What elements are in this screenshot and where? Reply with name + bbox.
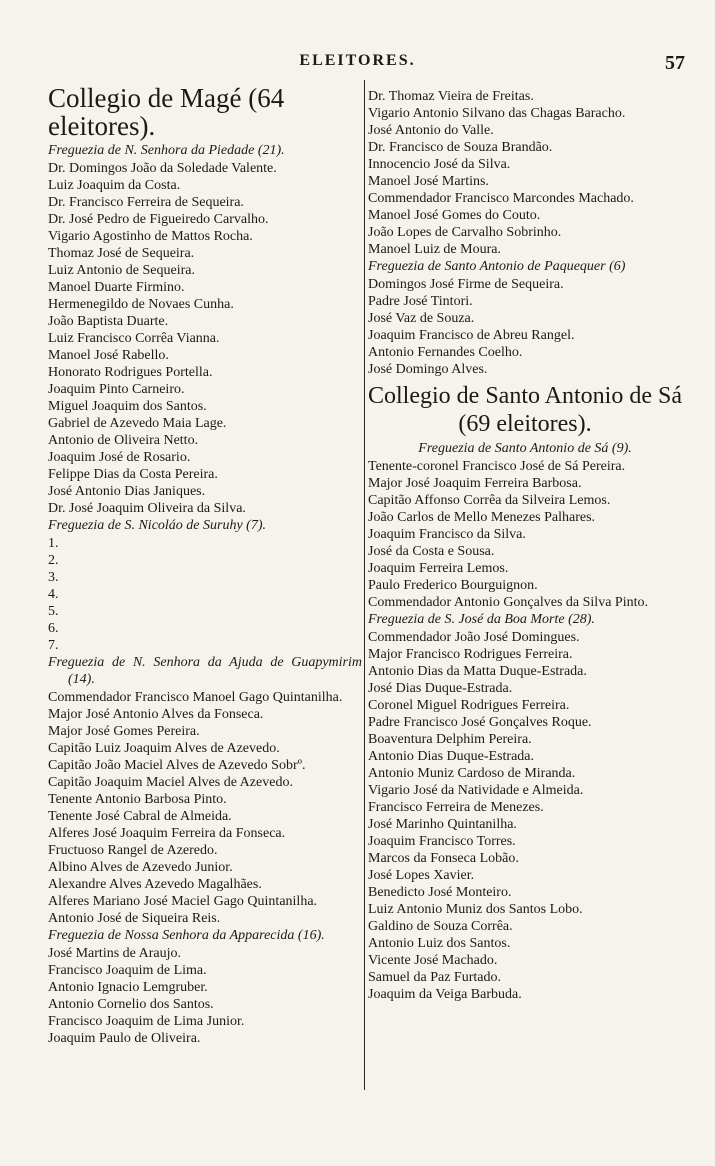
page-number: 57 — [665, 52, 685, 74]
elector-name: Fructuoso Rangel de Azeredo. — [48, 843, 218, 858]
elector-name: Vigario Agostinho de Mattos Rocha. — [48, 229, 253, 244]
elector-name: Thomaz José de Sequeira. — [48, 246, 195, 261]
elector-name: Joaquim da Veiga Barbuda. — [368, 987, 522, 1002]
elector-name: Capitão João Maciel Alves de Azevedo Sobrº. — [48, 758, 306, 773]
elector-name: José Vaz de Souza. — [368, 311, 475, 326]
elector-name: Innocencio José da Silva. — [368, 157, 511, 172]
elector-name: Joaquim Ferreira Lemos. — [368, 561, 509, 576]
vacant-slot: 4. — [48, 587, 59, 602]
elector-name: Capitão Affonso Corrêa da Silveira Lemos. — [368, 493, 611, 508]
elector-name: Major José Joaquim Ferreira Barbosa. — [368, 476, 582, 491]
elector-name: Honorato Rodrigues Portella. — [48, 365, 213, 380]
college-title-mage: Collegio de Magé (64 eleitores). — [48, 83, 285, 141]
elector-name: Dr. Francisco Ferreira de Sequeira. — [48, 195, 244, 210]
parish-title: Freguezia de S. José da Boa Morte (28). — [368, 612, 595, 627]
vacant-slot: 2. — [48, 553, 59, 568]
elector-name: Joaquim Francisco de Abreu Rangel. — [368, 328, 575, 343]
elector-name: Luiz Antonio Muniz dos Santos Lobo. — [368, 902, 583, 917]
elector-name: Francisco Joaquim de Lima. — [48, 963, 207, 978]
elector-list — [368, 88, 682, 258]
elector-name: Dr. José Joaquim Oliveira da Silva. — [48, 501, 246, 516]
elector-name: Francisco Joaquim de Lima Junior. — [48, 1014, 245, 1029]
elector-name: Vigario Antonio Silvano das Chagas Baracho. — [368, 106, 626, 121]
elector-name: Alferes José Joaquim Ferreira da Fonseca. — [48, 826, 286, 841]
elector-name: José Domingo Alves. — [368, 362, 488, 377]
elector-name: Manoel Luiz de Moura. — [368, 242, 501, 257]
vacant-slot: 3. — [48, 570, 59, 585]
elector-name: Domingos José Firme de Sequeira. — [368, 277, 564, 292]
elector-name: José Antonio do Valle. — [368, 123, 494, 138]
elector-name: Manoel José Martins. — [368, 174, 489, 189]
elector-name: Miguel Joaquim dos Santos. — [48, 399, 207, 414]
column-divider — [364, 80, 365, 1090]
parish-title: Freguezia de Santo Antonio de Sá (9). — [418, 441, 632, 456]
college-title-santo-antonio: Collegio de Santo Antonio de Sá (69 eleitores). — [368, 383, 682, 437]
right-column — [368, 84, 682, 1003]
elector-name: Commendador João José Domingues. — [368, 630, 580, 645]
elector-name: Antonio Muniz Cardoso de Miranda. — [368, 766, 576, 781]
elector-name: Luiz Francisco Corrêa Vianna. — [48, 331, 220, 346]
elector-name: Major José Gomes Pereira. — [48, 724, 200, 739]
elector-name: Commendador Francisco Manoel Gago Quintanilha. — [48, 690, 343, 705]
elector-name: José da Costa e Sousa. — [368, 544, 495, 559]
elector-name: Manoel José Rabello. — [48, 348, 169, 363]
elector-name: Marcos da Fonseca Lobão. — [368, 851, 519, 866]
elector-name: Vicente José Machado. — [368, 953, 498, 968]
elector-list — [48, 689, 362, 927]
vacant-slot: 1. — [48, 536, 59, 551]
elector-name: Gabriel de Azevedo Maia Lage. — [48, 416, 227, 431]
elector-name: Alexandre Alves Azevedo Magalhães. — [48, 877, 262, 892]
vacant-slot: 6. — [48, 621, 59, 636]
elector-name: Commendador Francisco Marcondes Machado. — [368, 191, 634, 206]
elector-name: José Antonio Dias Janiques. — [48, 484, 206, 499]
elector-list — [368, 629, 682, 1003]
elector-name: Antonio José de Siqueira Reis. — [48, 911, 221, 926]
elector-name: Joaquim Francisco Torres. — [368, 834, 516, 849]
elector-name: Felippe Dias da Costa Pereira. — [48, 467, 218, 482]
elector-name: Boaventura Delphim Pereira. — [368, 732, 532, 747]
page-header — [0, 40, 715, 80]
elector-name: Capitão Joaquim Maciel Alves de Azevedo. — [48, 775, 293, 790]
elector-name: Antonio Luiz dos Santos. — [368, 936, 511, 951]
elector-name: Albino Alves de Azevedo Junior. — [48, 860, 233, 875]
parish-title: Freguezia de Nossa Senhora da Apparecida (16). — [48, 928, 325, 943]
elector-name: Capitão Luiz Joaquim Alves de Azevedo. — [48, 741, 280, 756]
elector-name: Manoel José Gomes do Couto. — [368, 208, 541, 223]
elector-name: Padre Francisco José Gonçalves Roque. — [368, 715, 592, 730]
elector-list — [48, 160, 362, 517]
parish-title: Freguezia de Santo Antonio de Paquequer (6) — [368, 259, 626, 274]
elector-name: Antonio Dias Duque-Estrada. — [368, 749, 535, 764]
elector-name: Joaquim José de Rosario. — [48, 450, 191, 465]
elector-name: Coronel Miguel Rodrigues Ferreira. — [368, 698, 570, 713]
elector-name: Major Francisco Rodrigues Ferreira. — [368, 647, 573, 662]
elector-name: Antonio Dias da Matta Duque-Estrada. — [368, 664, 587, 679]
elector-name: Antonio Ignacio Lemgruber. — [48, 980, 208, 995]
elector-name: Manoel Duarte Firmino. — [48, 280, 185, 295]
elector-name: Antonio Fernandes Coelho. — [368, 345, 523, 360]
elector-name: José Marinho Quintanilha. — [368, 817, 517, 832]
vacant-slot: 7. — [48, 638, 59, 653]
elector-name: Joaquim Paulo de Oliveira. — [48, 1031, 201, 1046]
elector-name: Hermenegildo de Novaes Cunha. — [48, 297, 234, 312]
elector-name: Alferes Mariano José Maciel Gago Quintanilha. — [48, 894, 318, 909]
vacant-slot: 5. — [48, 604, 59, 619]
elector-name: José Martins de Araujo. — [48, 946, 181, 961]
elector-list — [368, 458, 682, 611]
elector-name: João Baptista Duarte. — [48, 314, 169, 329]
elector-list — [368, 276, 682, 378]
left-column — [48, 84, 362, 1047]
elector-name: Joaquim Pinto Carneiro. — [48, 382, 185, 397]
elector-name: Benedicto José Monteiro. — [368, 885, 512, 900]
elector-name: Tenente-coronel Francisco José de Sá Pereira. — [368, 459, 626, 474]
elector-name: João Carlos de Mello Menezes Palhares. — [368, 510, 596, 525]
parish-title: Freguezia de S. Nicoláo de Suruhy (7). — [48, 518, 266, 533]
vacant-slot-list — [48, 535, 362, 654]
elector-list — [48, 945, 362, 1047]
elector-name: Luiz Antonio de Sequeira. — [48, 263, 195, 278]
elector-name: Paulo Frederico Bourguignon. — [368, 578, 538, 593]
parish-title: Freguezia de N. Senhora da Piedade (21). — [48, 143, 285, 158]
elector-name: Dr. Thomaz Vieira de Freitas. — [368, 89, 534, 104]
elector-name: Commendador Antonio Gonçalves da Silva Pinto. — [368, 595, 648, 610]
elector-name: Luiz Joaquim da Costa. — [48, 178, 181, 193]
elector-name: Joaquim Francisco da Silva. — [368, 527, 526, 542]
elector-name: José Lopes Xavier. — [368, 868, 475, 883]
elector-name: Antonio Cornelio dos Santos. — [48, 997, 214, 1012]
elector-name: Padre José Tintori. — [368, 294, 473, 309]
elector-name: João Lopes de Carvalho Sobrinho. — [368, 225, 562, 240]
elector-name: Dr. Domingos João da Soledade Valente. — [48, 161, 277, 176]
running-title: ELEITORES. — [299, 52, 416, 69]
elector-name: Tenente José Cabral de Almeida. — [48, 809, 232, 824]
elector-name: Antonio de Oliveira Netto. — [48, 433, 199, 448]
elector-name: Vigario José da Natividade e Almeida. — [368, 783, 584, 798]
elector-name: Dr. Francisco de Souza Brandão. — [368, 140, 553, 155]
elector-name: Francisco Ferreira de Menezes. — [368, 800, 544, 815]
elector-name: Tenente Antonio Barbosa Pinto. — [48, 792, 227, 807]
parish-title: Freguezia de N. Senhora da Ajuda de Guapymirim (14). — [48, 655, 362, 687]
elector-name: Major José Antonio Alves da Fonseca. — [48, 707, 264, 722]
elector-name: José Dias Duque-Estrada. — [368, 681, 513, 696]
elector-name: Galdino de Souza Corrêa. — [368, 919, 513, 934]
elector-name: Samuel da Paz Furtado. — [368, 970, 501, 985]
elector-name: Dr. José Pedro de Figueiredo Carvalho. — [48, 212, 269, 227]
